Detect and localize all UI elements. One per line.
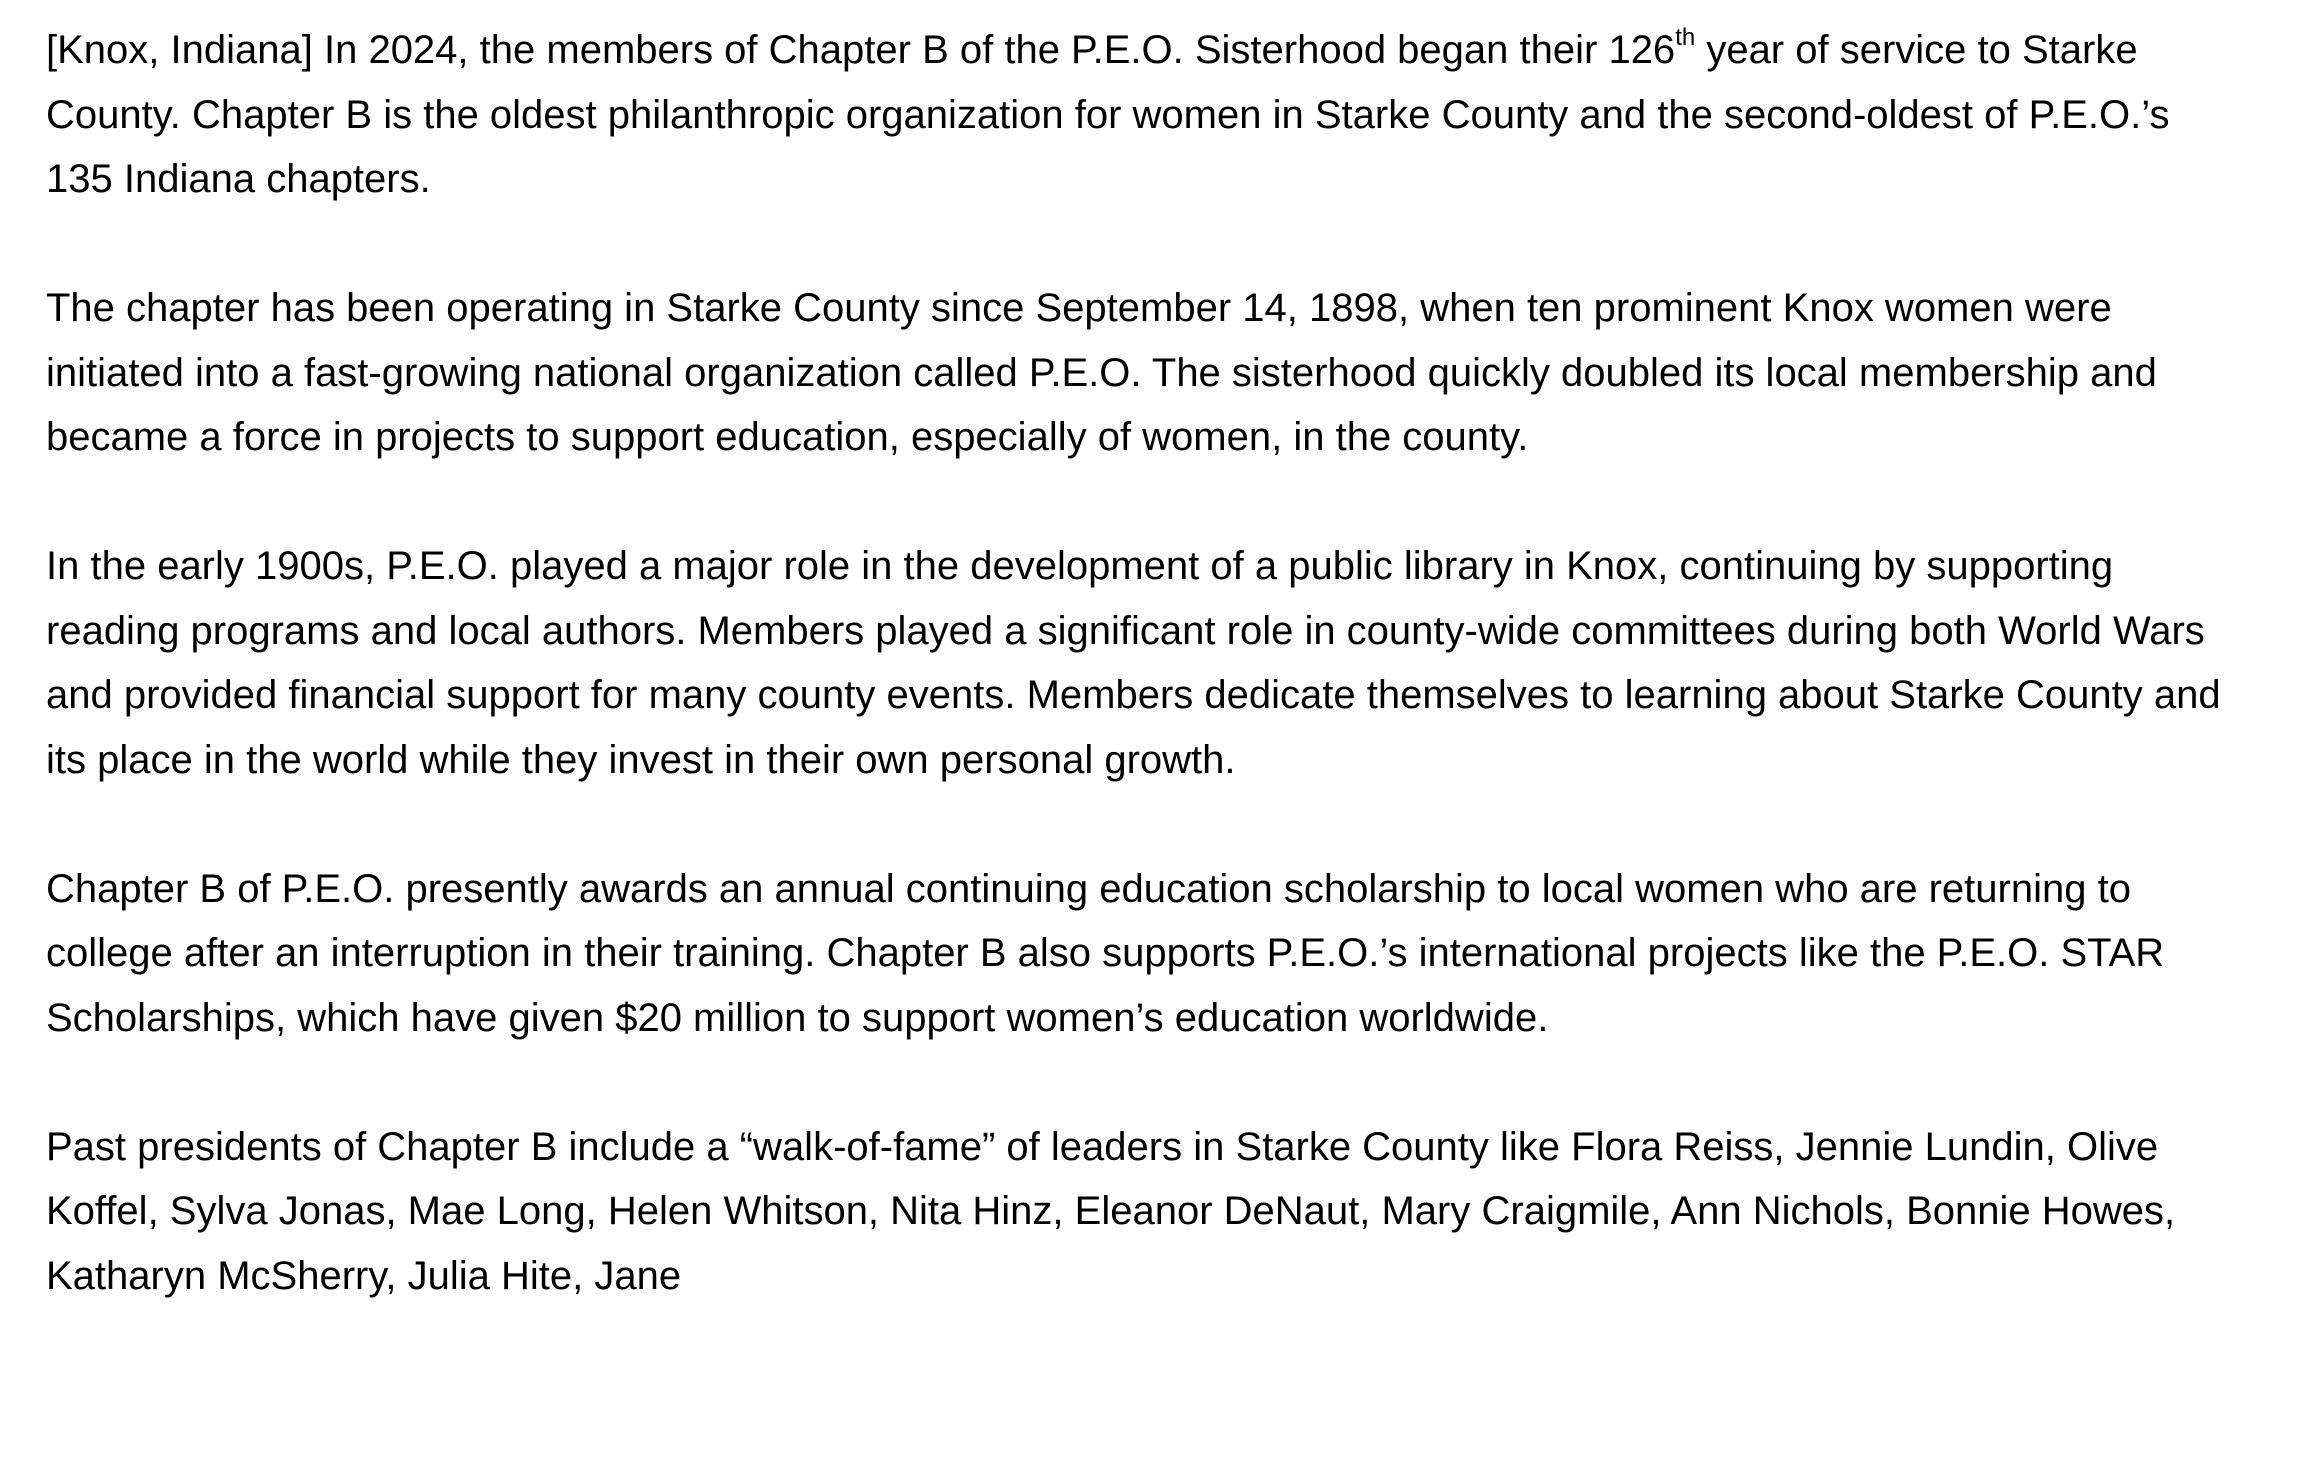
paragraph-scholarships: Chapter B of P.E.O. presently awards an annual continuing education scholarship to local women who are returning to college after an interruption in their training. Chapter B also supports P.E.O.’s international projects like the P.E.O. STAR Scholarships, which have given $20 million to support women’s education worldwide. [46,866,2165,1040]
document-body [46,18,2246,1308]
paragraph-intro-text-start: [Knox, Indiana] In 2024, the members of Chapter B of the P.E.O. Sisterhood began their 126 [46,28,1676,72]
ordinal-superscript: th [1675,23,1696,51]
paragraph-history: The chapter has been operating in Starke County since September 14, 1898, when ten prominent Knox women were initiated into a fast-growing national organization called P.E.O. The sisterhood quickly doubled its local membership and became a force in projects to support education, especially of women, in the county. [46,286,2157,459]
paragraph-past-presidents: Past presidents of Chapter B include a “walk-of-fame” of leaders in Starke County like Flora Reiss, Jennie Lundin, Olive Koffel, Sylva Jonas, Mae Long, Helen Whitson, Nita Hinz, Eleanor DeNaut, Mary Craigmile, Ann Nichols, Bonnie Howes, Katharyn McSherry, Julia Hite, Jane [46,1124,2176,1298]
paragraph-early-1900s: In the early 1900s, P.E.O. played a major role in the development of a public library in Knox, continuing by supporting reading programs and local authors. Members played a significant role in county-wide committees during both World Wars and provided financial support for many county events. Members dedicate themselves to learning about Starke County and its place in the world while they invest in their own personal growth. [46,544,2221,782]
paragraph-intro [46,18,2246,212]
paragraph-intro-text-end: year of service to Starke County. Chapter B is the oldest philanthropic organization for women in Starke County and the second-oldest of P.E.O.’s 135 Indiana chapters. [46,28,2170,201]
